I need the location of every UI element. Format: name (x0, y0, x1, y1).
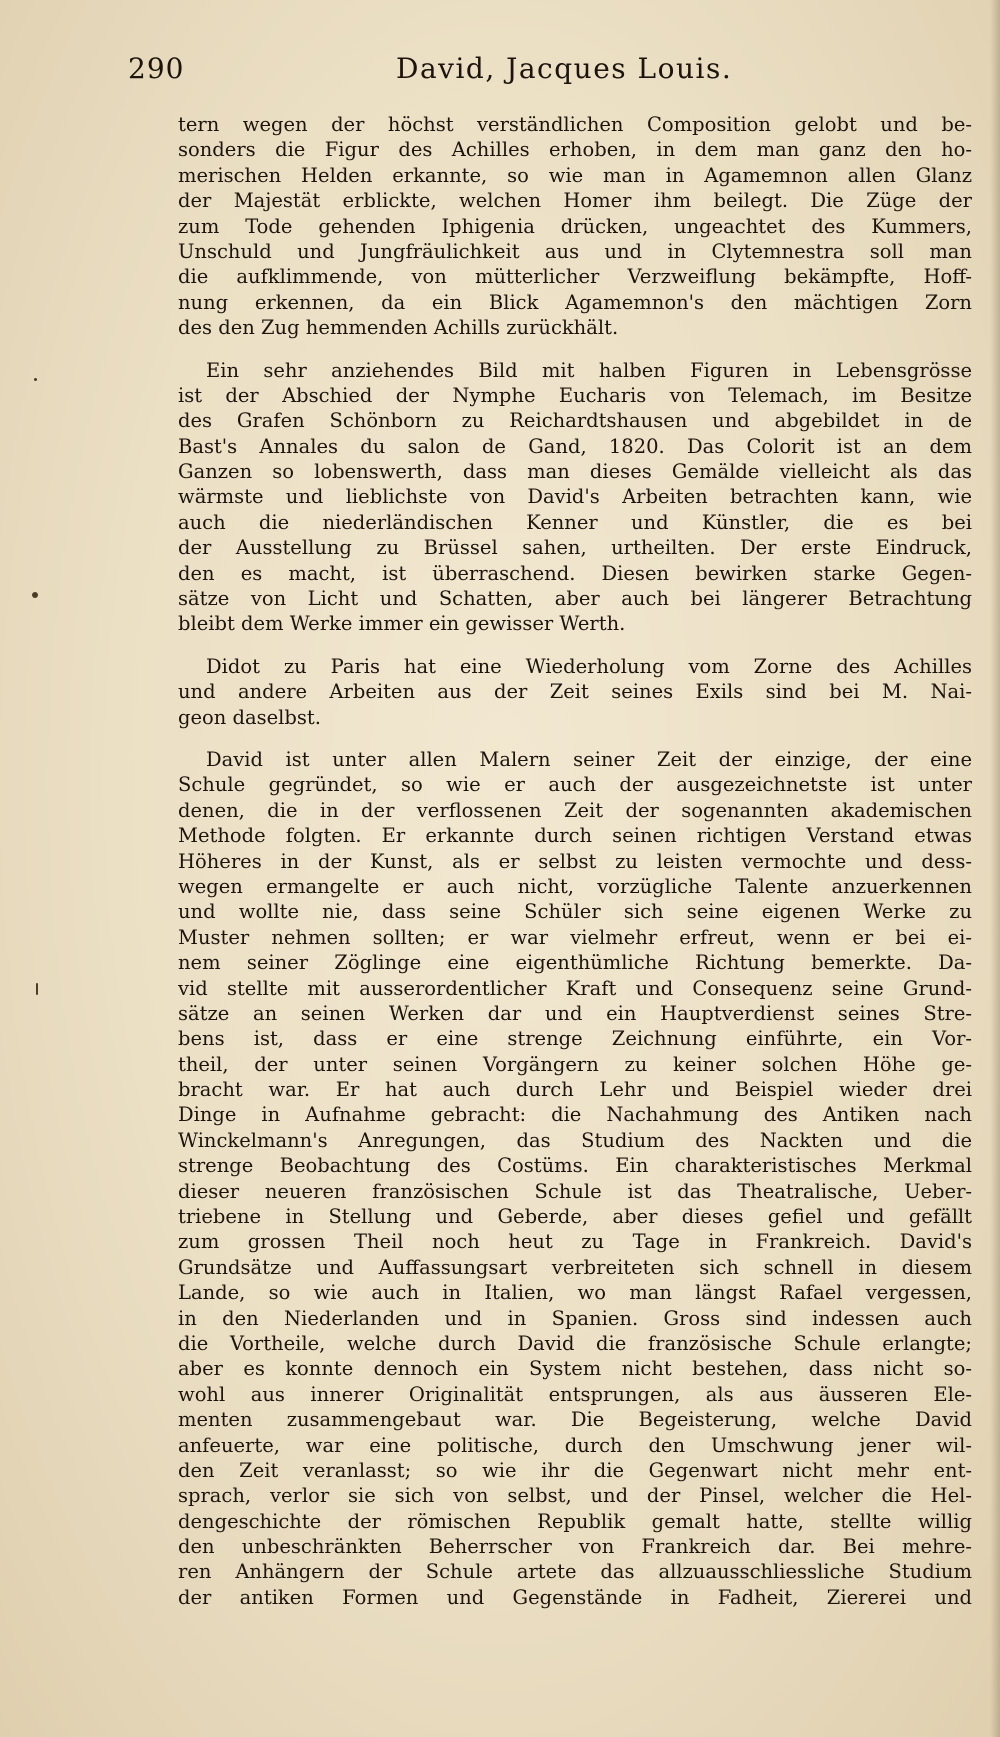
text-line: bleibt dem Werke immer ein gewisser Werth. (178, 612, 626, 636)
text-line: den unbeschränkten Beherrscher von Frankreich dar. Bei mehre- (178, 1535, 972, 1559)
text-line: Ein sehr anziehendes Bild mit halben Figuren in Lebensgrösse (206, 358, 972, 382)
text-line: anfeuerte, war eine politische, durch den Umschwung jener wil- (178, 1433, 972, 1457)
text-line: bens ist, dass er eine strenge Zeichnung einführte, ein Vor- (178, 1027, 972, 1051)
text-line: auch die niederländischen Kenner und Künstler, die es bei (178, 510, 972, 534)
text-line: strenge Beobachtung des Costüms. Ein charakteristisches Merkmal (178, 1154, 972, 1178)
text-line: Lande, so wie auch in Italien, wo man längst Rafael vergessen, (178, 1281, 972, 1305)
text-line: der Majestät erblickte, welchen Homer ihm beilegt. Die Züge der (178, 189, 972, 213)
text-line: David ist unter allen Malern seiner Zeit der einzige, der eine (206, 747, 972, 771)
text-line: dengeschichte der römischen Republik gemalt hatte, stellte willig (178, 1509, 972, 1533)
paragraph-3 (178, 654, 972, 730)
text-line: sonders die Figur des Achilles erhoben, in dem man ganz den ho- (178, 138, 972, 162)
text-line: Schule gegründet, so wie er auch der ausgezeichnetste ist unter (178, 773, 972, 797)
text-line: wohl aus innerer Originalität entsprungen, als aus äusseren Ele- (178, 1382, 972, 1406)
text-line: Bast's Annales du salon de Gand, 1820. Das Colorit ist an dem (178, 434, 972, 458)
text-line: zum grossen Theil noch heut zu Tage in Frankreich. David's (178, 1230, 972, 1254)
text-line: sätze von Licht und Schatten, aber auch bei längerer Betrachtung (178, 587, 972, 611)
text-line: zum Tode gehenden Iphigenia drücken, ungeachtet des Kummers, (178, 214, 972, 238)
page-edge-shadow (990, 0, 1000, 1737)
running-head: David, Jacques Louis. (396, 52, 733, 85)
text-line: den Zeit veranlasst; so wie ihr die Gegenwart nicht mehr ent- (178, 1458, 972, 1482)
paragraph-1 (178, 112, 972, 341)
text-line: Höheres in der Kunst, als er selbst zu leisten vermochte und dess- (178, 849, 972, 873)
text-line: Winckelmann's Anregungen, das Studium des Nackten und die (178, 1128, 972, 1152)
text-line: des Grafen Schönborn zu Reichardtshausen und abgebildet in de (178, 409, 972, 433)
page-number: 290 (128, 52, 185, 85)
text-line: Ganzen so lobenswerth, dass man dieses Gemälde vielleicht als das (178, 460, 972, 484)
text-line: ist der Abschied der Nymphe Eucharis von Telemach, im Besitze (178, 383, 972, 407)
page-header (128, 52, 908, 96)
text-line: nung erkennen, da ein Blick Agamemnon's den mächtigen Zorn (178, 290, 972, 314)
text-line: den es macht, ist überraschend. Diesen bewirken starke Gegen- (178, 561, 972, 585)
text-line: dieser neueren französischen Schule ist das Theatralische, Ueber- (178, 1179, 972, 1203)
text-line: Muster nehmen sollten; er war vielmehr erfreut, wenn er bei ei- (178, 925, 972, 949)
text-line: Unschuld und Jungfräulichkeit aus und in Clytemnestra soll man (178, 239, 972, 263)
text-line: theil, der unter seinen Vorgängern zu keiner solchen Höhe ge- (178, 1052, 972, 1076)
text-line: des den Zug hemmenden Achills zurückhält. (178, 316, 619, 340)
text-line: Methode folgten. Er erkannte durch seinen richtigen Verstand etwas (178, 824, 972, 848)
text-line: denen, die in der verflossenen Zeit der sogenannten akademischen (178, 798, 972, 822)
text-line: aber es konnte dennoch ein System nicht bestehen, dass nicht so- (178, 1357, 972, 1381)
text-line: die aufklimmende, von mütterlicher Verzweiflung bekämpfte, Hoff- (178, 265, 972, 289)
text-line: bracht war. Er hat auch durch Lehr und Beispiel wieder drei (178, 1078, 972, 1102)
text-line: tern wegen der höchst verständlichen Composition gelobt und be- (178, 113, 972, 136)
paper-speck (36, 983, 38, 995)
text-line: sätze an seinen Werken dar und ein Hauptverdienst seines Stre- (178, 1001, 972, 1025)
text-line: menten zusammengebaut war. Die Begeisterung, welche David (178, 1408, 972, 1432)
text-line: der Ausstellung zu Brüssel sahen, urtheilten. Der erste Eindruck, (178, 536, 972, 560)
text-line: Dinge in Aufnahme gebracht: die Nachahmung des Antiken nach (178, 1103, 972, 1127)
paragraph-4 (178, 747, 972, 1610)
text-line: die Vortheile, welche durch David die französische Schule erlangte; (178, 1331, 972, 1355)
text-line: wärmste und lieblichste von David's Arbeiten betrachten kann, wie (178, 485, 972, 509)
paper-speck (34, 378, 37, 381)
text-line: und andere Arbeiten aus der Zeit seines Exils sind bei M. Nai- (178, 680, 972, 704)
paragraph-2 (178, 358, 972, 637)
text-line: Grundsätze und Auffassungsart verbreiteten sich schnell in diesem (178, 1255, 972, 1279)
paper-speck (32, 592, 38, 598)
text-line: vid stellte mit ausserordentlicher Kraft und Consequenz seine Grund- (178, 976, 972, 1000)
text-line: ren Anhängern der Schule artete das allzuausschliessliche Studium (178, 1560, 972, 1584)
text-line: wegen ermangelte er auch nicht, vorzügliche Talente anzuerkennen (178, 874, 972, 898)
text-line: geon daselbst. (178, 705, 321, 729)
text-line: und wollte nie, dass seine Schüler sich seine eigenen Werke zu (178, 900, 972, 924)
text-line: nem seiner Zöglinge eine eigenthümliche Richtung bemerkte. Da- (178, 951, 972, 975)
text-line: triebene in Stellung und Geberde, aber dieses gefiel und gefällt (178, 1205, 972, 1229)
body-text (178, 112, 972, 1627)
text-line: der antiken Formen und Gegenstände in Fadheit, Ziererei und (178, 1585, 972, 1609)
text-line: Didot zu Paris hat eine Wiederholung vom Zorne des Achilles (206, 654, 972, 678)
text-line: sprach, verlor sie sich von selbst, und der Pinsel, welcher die Hel- (178, 1484, 972, 1508)
text-line: merischen Helden erkannte, so wie man in Agamemnon allen Glanz (178, 163, 972, 187)
text-line: in den Niederlanden und in Spanien. Gross sind indessen auch (178, 1306, 972, 1330)
